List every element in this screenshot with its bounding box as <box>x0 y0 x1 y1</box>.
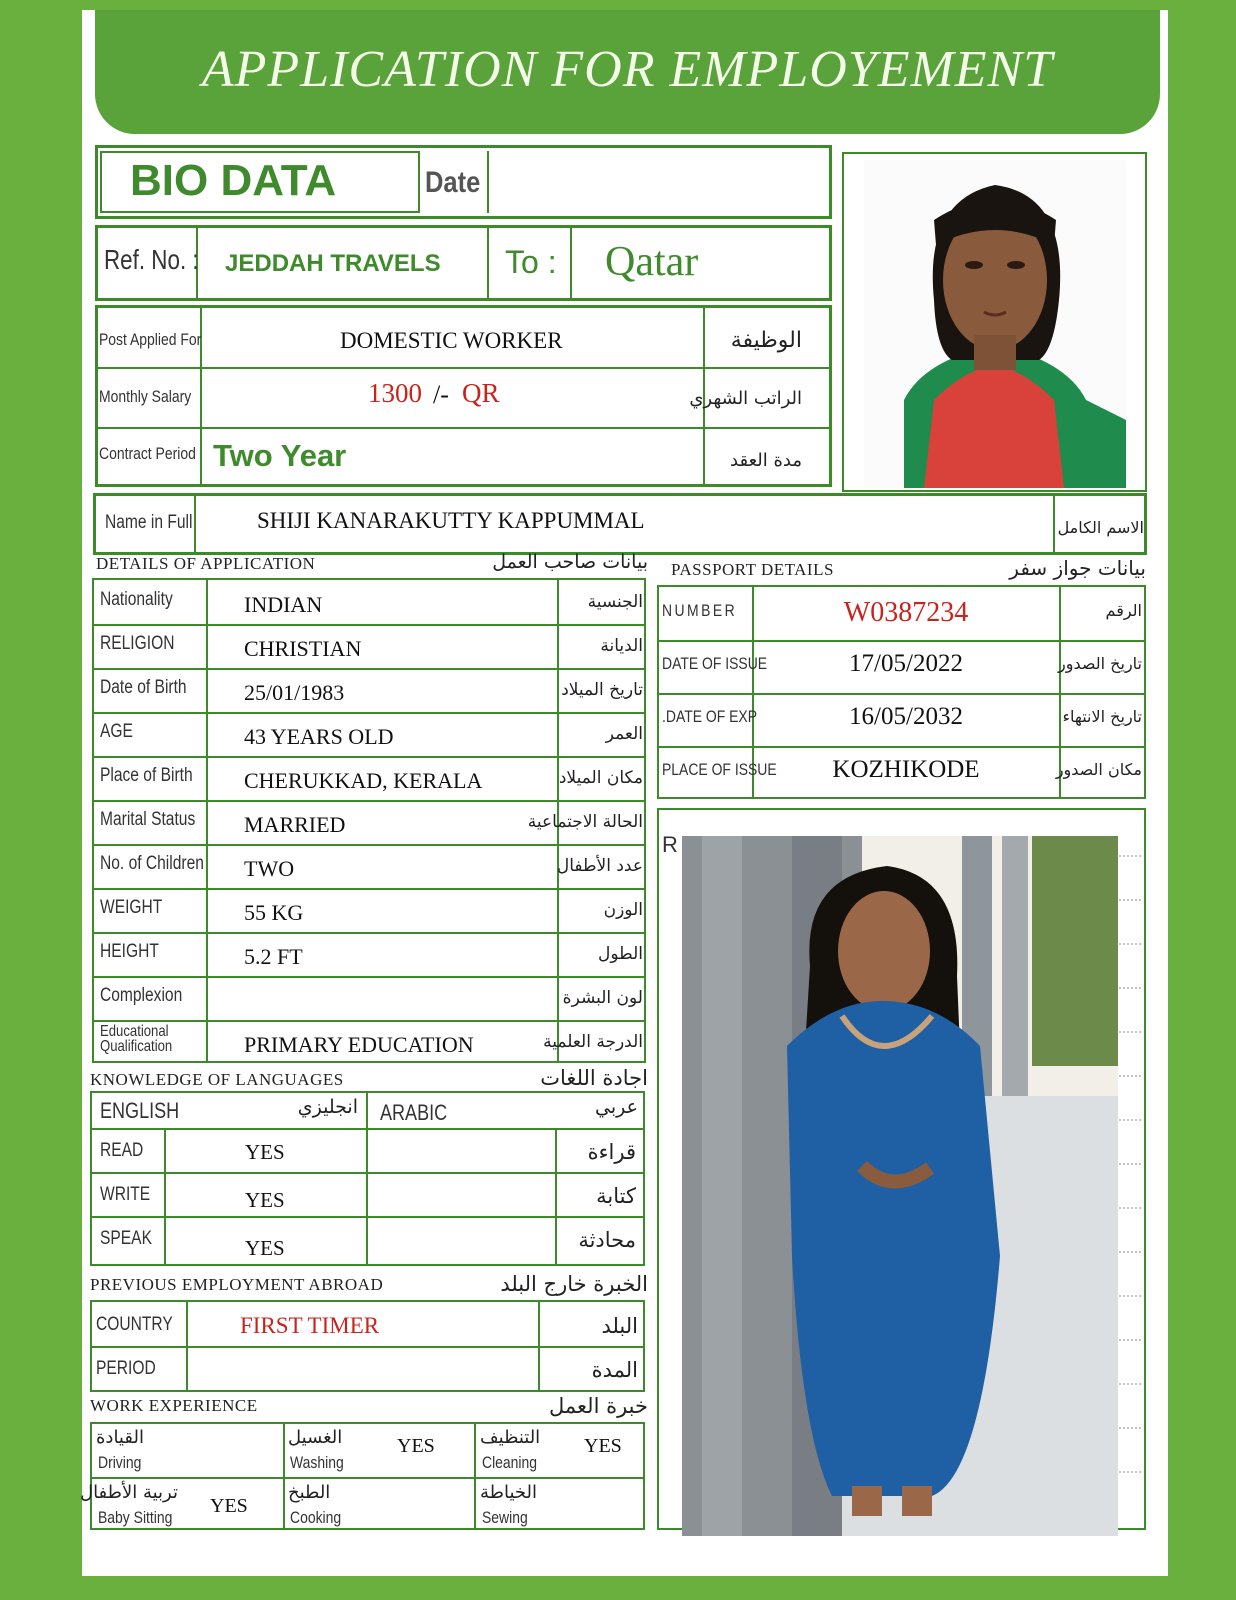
app-row-value: TWO <box>244 856 295 881</box>
app-row-ar: الدرجة العلمية <box>543 1032 643 1052</box>
app-row-ar: الجنسية <box>587 592 643 612</box>
bio-data-title: BIO DATA <box>130 156 337 205</box>
country-ar: البلد <box>601 1314 638 1338</box>
app-row-line <box>93 844 645 846</box>
bottom-strip <box>46 1576 1236 1600</box>
app-row-line <box>93 888 645 890</box>
name-ar: الاسم الكامل <box>1057 518 1144 537</box>
app-row-ar: لون البشرة <box>562 988 643 1008</box>
pp-row-line <box>658 746 1145 748</box>
work-item-label: Cleaning <box>482 1453 538 1472</box>
previous-title: PREVIOUS EMPLOYMENT ABROAD <box>90 1275 384 1294</box>
date-label: Date <box>425 166 481 199</box>
passport-photo <box>864 160 1126 488</box>
work-item-value: YES <box>397 1435 435 1457</box>
application-title-ar: بيانات صاحب العمل <box>492 551 648 573</box>
prev-col-line-2 <box>538 1301 540 1391</box>
ref-divider-2 <box>487 228 489 298</box>
app-row-label: Complexion <box>100 985 183 1006</box>
app-row-value: MARRIED <box>244 812 346 837</box>
app-row-line <box>93 624 645 626</box>
app-row-label: RELIGION <box>100 633 175 654</box>
prev-col-line-1 <box>186 1301 188 1391</box>
pp-row-ar: مكان الصدور <box>1055 760 1142 779</box>
app-row-label: HEIGHT <box>100 941 159 962</box>
agency-name: JEDDAH TRAVELS <box>225 250 441 277</box>
full-body-photo <box>682 836 1118 1536</box>
lang-col-line-2 <box>366 1092 368 1265</box>
salary-amount: 1300 <box>368 378 422 408</box>
work-item-label: Sewing <box>482 1508 528 1527</box>
post-row-line-1 <box>98 367 829 369</box>
app-row-value: INDIAN <box>244 592 323 617</box>
lang-row-label: WRITE <box>100 1184 151 1205</box>
arabic-ar: عربي <box>595 1096 638 1118</box>
app-row-ar: عدد الأطفال <box>556 856 643 876</box>
work-item-ar: الغسيل <box>288 1427 343 1448</box>
passport-photo-illustration <box>864 160 1126 488</box>
app-row-ar: مكان الميلاد <box>558 768 643 788</box>
country-label: COUNTRY <box>96 1314 173 1335</box>
post-row-line-2 <box>98 427 829 429</box>
ref-divider-3 <box>570 228 572 298</box>
app-row-value: 5.2 FT <box>244 944 303 969</box>
contract-ar: مدة العقد <box>730 450 802 471</box>
app-row-label: Marital Status <box>100 809 196 830</box>
name-divider-1 <box>194 496 196 552</box>
post-value: DOMESTIC WORKER <box>340 328 563 353</box>
app-row-ar: الحالة الاجتماعية <box>527 812 643 832</box>
lang-row-english: YES <box>245 1236 285 1260</box>
app-row-value: PRIMARY EDUCATION <box>244 1032 474 1057</box>
passport-title: PASSPORT DETAILS <box>671 560 834 579</box>
contract-value: Two Year <box>213 438 347 473</box>
pp-row-value: W0387234 <box>843 597 969 628</box>
lang-row-english: YES <box>245 1188 285 1212</box>
pp-row-line <box>658 640 1145 642</box>
work-col-line-2 <box>474 1423 476 1529</box>
app-row-ar: الطول <box>598 944 643 964</box>
pp-row-value: 17/05/2022 <box>849 650 963 677</box>
work-col-line-1 <box>283 1423 285 1529</box>
app-row-value: CHRISTIAN <box>244 636 362 661</box>
lang-row-label: READ <box>100 1140 144 1161</box>
remarks-label: R <box>662 832 678 857</box>
languages-title-ar: اجادة اللغات <box>540 1066 648 1090</box>
app-row-value: CHERUKKAD, KERALA <box>244 768 483 793</box>
app-row-value: 55 KG <box>244 900 304 925</box>
full-body-photo-illustration <box>682 836 1118 1536</box>
english-ar: انجليزي <box>297 1096 358 1118</box>
app-row-line <box>93 976 645 978</box>
work-item-label: Driving <box>98 1453 142 1472</box>
destination: Qatar <box>605 239 699 285</box>
prev-row-line <box>91 1346 644 1348</box>
to-label: To : <box>505 244 557 280</box>
full-name: SHIJI KANARAKUTTY KAPPUMMAL <box>257 508 645 533</box>
work-item-label: Baby Sitting <box>98 1508 173 1527</box>
app-row-label: Date of Birth <box>100 677 187 698</box>
work-item-ar: الخياطة <box>480 1482 537 1503</box>
english-label: ENGLISH <box>100 1098 180 1123</box>
arabic-label: ARABIC <box>380 1100 448 1125</box>
work-item-value: YES <box>584 1435 622 1457</box>
work-item-label: Cooking <box>290 1508 342 1527</box>
work-title: WORK EXPERIENCE <box>90 1396 258 1415</box>
lang-row-ar: محادثة <box>578 1228 636 1252</box>
post-label: Post Applied For <box>99 330 202 349</box>
pp-row-value: KOZHIKODE <box>832 756 980 783</box>
app-row-label: AGE <box>100 721 133 742</box>
pp-row-value: 16/05/2032 <box>849 703 963 730</box>
salary-label: Monthly Salary <box>99 387 192 406</box>
app-row-label: No. of Children <box>100 853 204 874</box>
previous-title-ar: الخبرة خارج البلد <box>500 1272 648 1296</box>
app-row-label: Place of Birth <box>100 765 193 786</box>
salary-currency: QR <box>462 378 500 408</box>
work-item-ar: التنظيف <box>480 1427 541 1448</box>
bio-divider <box>487 151 489 213</box>
pp-row-label: PLACE OF ISSUE <box>662 760 777 779</box>
country-value: FIRST TIMER <box>240 1313 380 1338</box>
pp-row-ar: الرقم <box>1105 601 1142 620</box>
name-label: Name in Full <box>105 512 193 533</box>
pp-row-line <box>658 693 1145 695</box>
app-row-value: 25/01/1983 <box>244 680 345 705</box>
work-item-label: Washing <box>290 1453 344 1472</box>
app-row-ar: العمر <box>605 724 643 744</box>
work-item-value: YES <box>210 1495 248 1517</box>
pp-row-label: DATE OF ISSUE <box>662 654 768 673</box>
pp-row-ar: تاريخ الصدور <box>1058 654 1142 673</box>
pp-row-label: NUMBER <box>662 601 738 620</box>
post-ar: الوظيفة <box>730 328 802 353</box>
period-ar: المدة <box>591 1358 638 1382</box>
lang-row-label: SPEAK <box>100 1228 152 1249</box>
passport-title-ar: بيانات جواز سفر <box>1009 556 1146 580</box>
languages-title: KNOWLEDGE OF LANGUAGES <box>90 1070 344 1089</box>
app-row-line <box>93 756 645 758</box>
lang-row-ar: كتابة <box>596 1184 636 1208</box>
lang-col-line-3 <box>555 1129 557 1265</box>
remarks-dotted-lines <box>1117 820 1143 1520</box>
work-item-ar: القيادة <box>96 1427 144 1448</box>
lang-row-ar: قراءة <box>587 1140 636 1164</box>
app-row-ar: الوزن <box>603 900 643 920</box>
app-row-line <box>93 932 645 934</box>
lang-row-english: YES <box>245 1140 285 1164</box>
contract-label: Contract Period <box>99 444 196 463</box>
ref-label: Ref. No. : <box>104 244 199 275</box>
name-divider-2 <box>1053 496 1055 552</box>
application-title: DETAILS OF APPLICATION <box>96 554 316 573</box>
work-item-ar: الطبخ <box>288 1482 331 1503</box>
ref-box <box>95 225 832 301</box>
app-row-line <box>93 668 645 670</box>
pp-row-ar: تاريخ الانتهاء <box>1062 707 1142 726</box>
salary-ar: الراتب الشهري <box>689 388 802 409</box>
work-table <box>79 1422 645 1530</box>
work-row-line <box>91 1477 644 1479</box>
app-row-value: 43 YEARS OLD <box>244 724 394 749</box>
app-row-line <box>93 800 645 802</box>
app-row-line <box>93 1020 645 1022</box>
app-row-label: Educational Qualification <box>100 1023 173 1055</box>
app-row-ar: تاريخ الميلاد <box>561 680 643 700</box>
app-row-line <box>93 712 645 714</box>
work-item-ar: تربية الأطفال <box>79 1482 178 1503</box>
lang-col-line-1 <box>164 1129 166 1265</box>
app-row-label: WEIGHT <box>100 897 163 918</box>
app-row-ar: الديانة <box>600 636 643 656</box>
salary-suffix: /- <box>433 380 449 409</box>
period-label: PERIOD <box>96 1358 156 1379</box>
work-title-ar: خبرة العمل <box>549 1394 648 1418</box>
page-title: APPLICATION FOR EMPLOYEMENT <box>201 41 1054 98</box>
pp-row-label: .DATE OF EXP <box>662 707 758 726</box>
app-row-label: Nationality <box>100 589 173 610</box>
